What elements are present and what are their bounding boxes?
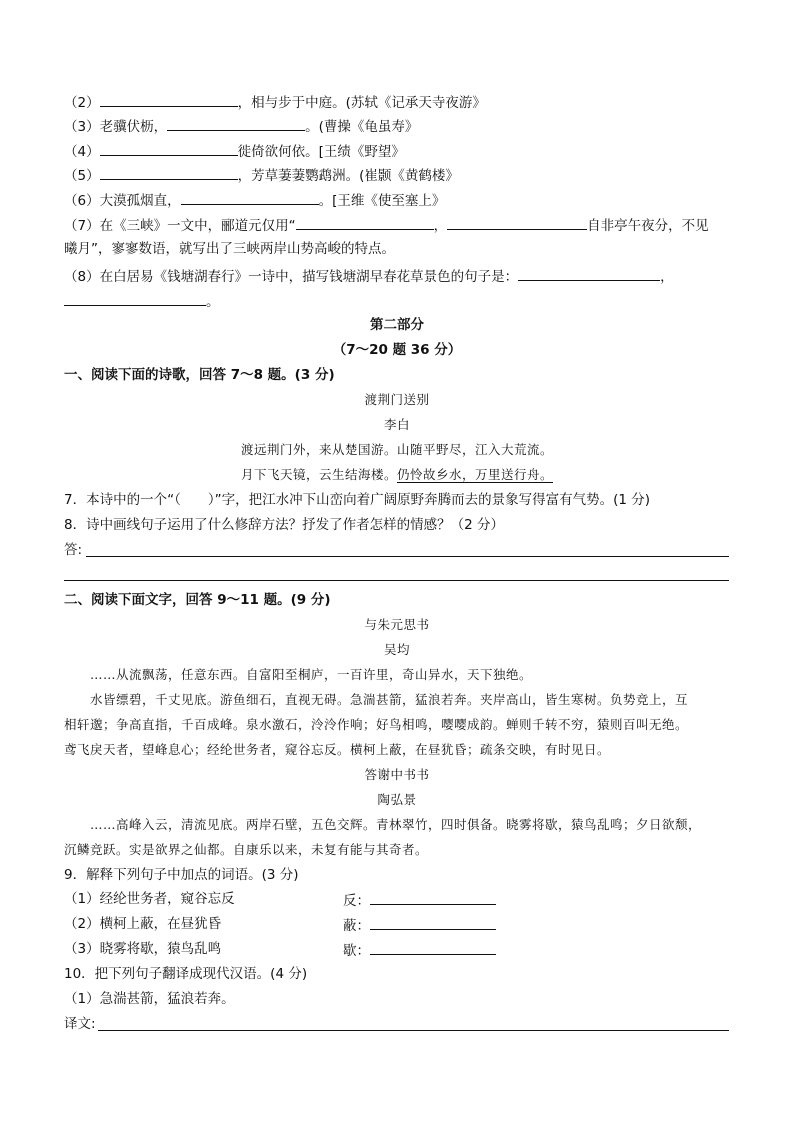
fill-item-8-line2 — [64, 291, 220, 311]
item-number: （6） — [64, 193, 100, 209]
text1-paragraph-2-line-2: 相轩邈；争高直指，千百成峰。泉水激石，泠泠作响；好鸟相鸣，嘤嘤成韵。蝉则千转不穷，猿则百叫无绝。 — [64, 717, 689, 732]
translation-line[interactable] — [98, 1030, 729, 1031]
answer-blank[interactable] — [370, 890, 496, 905]
translate-label: 译文: — [64, 1016, 96, 1032]
fill-item-7-line1 — [64, 215, 709, 235]
item-text: 。[王维《使至塞上》 — [318, 193, 446, 209]
item-number: （4） — [64, 144, 100, 160]
fill-item-4 — [64, 141, 405, 161]
fill-item-8-line1 — [64, 266, 674, 286]
answer-blank[interactable] — [181, 190, 319, 205]
fill-item-2 — [64, 92, 486, 112]
item-text: 自非亭午夜分，不见 — [587, 218, 709, 234]
answer-blank[interactable] — [370, 940, 496, 955]
answer-blank[interactable] — [518, 266, 660, 281]
fill-item-3 — [64, 116, 418, 136]
q9-item-3-word — [343, 940, 496, 960]
item-text: ，相与步于中庭。(苏轼《记承天寺夜游》 — [237, 95, 486, 111]
item-text: （7）在《三峡》一文中，郦道元仅用“ — [64, 218, 296, 234]
text1-paragraph-2-line-1: 水皆缥碧，千丈见底。游鱼细石，直视无碍。急湍甚箭，猛浪若奔。夹岸高山，皆生寒树。负势竞上，互 — [90, 692, 689, 707]
text1-paragraph-1: ……从流飘荡，任意东西。自富阳至桐庐，一百许里，奇山异水，天下独绝。 — [90, 667, 533, 682]
text2-paragraph-line-1: ……高峰入云，清流见底。两岸石壁，五色交辉。青林翠竹，四时俱备。晓雾将歇，猿鸟乱鸣；夕日欲颓， — [90, 817, 702, 832]
q9-item-1-word — [343, 890, 496, 910]
answer-blank[interactable] — [370, 915, 496, 930]
poem-line-2-a: 月下飞天镜，云生结海楼。 — [240, 467, 397, 482]
text2-author: 陶弘景 — [377, 792, 417, 807]
item-text: ，芳草萋萋鹦鹉洲。(崔颢《黄鹤楼》 — [237, 168, 459, 184]
text1-author: 吴均 — [383, 642, 410, 657]
fill-item-6 — [64, 190, 445, 210]
answer-blank[interactable] — [296, 215, 434, 230]
item-number: （2） — [64, 95, 100, 111]
answer-blank[interactable] — [447, 215, 587, 230]
poem-underlined-line: 仍怜故乡水，万里送行舟。 — [397, 467, 554, 482]
answer-blank[interactable] — [167, 116, 305, 131]
item-text: ， — [433, 218, 448, 234]
q9-item-3: （3）晓雾将歇，猿鸟乱鸣 — [64, 941, 222, 957]
text2-title: 答谢中书书 — [364, 767, 430, 782]
poem-line-1: 渡远荆门外，来从楚国游。山随平野尽，江入大荒流。 — [240, 442, 553, 457]
part2-subtitle: （7～20 题 36 分） — [332, 342, 462, 358]
q9-item-2: （2）横柯上蔽，在昼犹昏 — [64, 916, 222, 932]
poem-line-2 — [0, 466, 794, 484]
fill-item-5 — [64, 165, 459, 185]
word-label: 歇： — [343, 943, 370, 959]
answer-blank[interactable] — [100, 141, 238, 156]
item-text: ， — [660, 269, 674, 285]
question-9: 9．解释下列句子中加点的词语。(3 分) — [64, 867, 299, 883]
poem-author: 李白 — [383, 417, 410, 432]
text1-paragraph-2-line-3: 鸢飞戾天者，望峰息心；经纶世务者，窥谷忘反。横柯上蔽，在昼犹昏；疏条交映，有时见日。 — [64, 742, 611, 757]
item-text: 大漠孤烟直， — [99, 193, 181, 209]
answer-line-2[interactable] — [64, 580, 729, 581]
text1-title: 与朱元思书 — [364, 617, 430, 632]
fill-item-7-line2: 曦月”，寥寥数语，就写出了三峡两岸山势高峻的特点。 — [64, 241, 395, 257]
q9-item-2-word — [343, 915, 496, 935]
part2-title: 第二部分 — [370, 317, 424, 333]
item-text: （8）在白居易《钱塘湖春行》一诗中，描写钱塘湖早春花草景色的句子是： — [64, 269, 519, 285]
poem-title: 渡荆门送别 — [364, 392, 430, 407]
item-number: （5） — [64, 168, 100, 184]
word-label: 反： — [343, 893, 370, 909]
answer-blank[interactable] — [100, 92, 238, 107]
answer-blank[interactable] — [64, 291, 206, 306]
word-label: 蔽： — [343, 918, 370, 934]
section1-heading: 一、阅读下面的诗歌，回答 7～8 题。(3 分) — [64, 367, 335, 383]
item-text: 。 — [206, 294, 220, 310]
item-text: 老骥伏枥， — [99, 119, 168, 135]
question-7: 7．本诗中的一个“（ ）”字，把江水冲下山峦向着广阔原野奔腾而去的景象写得富有气势。(1 分) — [64, 492, 650, 508]
item-text: 徙倚欲何依。[王绩《野望》 — [237, 144, 405, 160]
answer-line-1[interactable] — [86, 556, 729, 557]
answer-label: 答: — [64, 542, 83, 558]
item-text: 。(曹操《龟虽寿》 — [305, 119, 419, 135]
q9-item-1: （1）经纶世务者，窥谷忘反 — [64, 891, 235, 907]
question-8: 8．诗中画线句子运用了什么修辞方法？抒发了作者怎样的情感？（2 分） — [64, 517, 504, 533]
item-number: （3） — [64, 119, 100, 135]
question-10: 10．把下列句子翻译成现代汉语。(4 分) — [64, 966, 308, 982]
text2-paragraph-line-2: 沉鳞竞跃。实是欲界之仙都。自康乐以来，未复有能与其奇者。 — [64, 842, 429, 857]
answer-blank[interactable] — [100, 165, 238, 180]
section2-heading: 二、阅读下面文字，回答 9～11 题。(9 分) — [64, 592, 331, 608]
q10-item-1: （1）急湍甚箭，猛浪若奔。 — [64, 991, 235, 1007]
